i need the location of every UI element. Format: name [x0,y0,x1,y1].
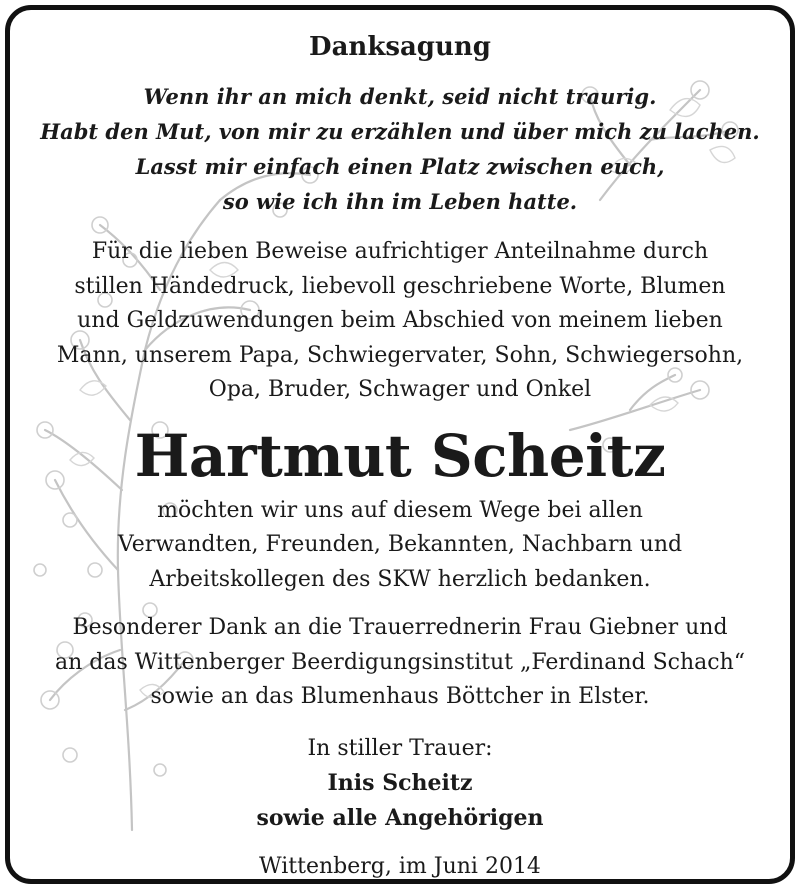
intro-line: Für die lieben Beweise aufrichtiger Anteilnahme durch [91,239,709,265]
motto-line: Wenn ihr an mich denkt, seid nicht traurig. [143,84,657,110]
thanks-line: Verwandten, Freunden, Bekannten, Nachbarn und [117,532,683,558]
relatives-line: sowie alle Angehörigen [256,804,544,831]
signature-block [10,731,790,836]
intro-line: und Geldzuwendungen beim Abschied von meinem lieben [77,308,723,334]
special-thanks-paragraph [10,611,790,715]
deceased-name: Hartmut Scheitz [134,421,666,490]
obituary-card [5,5,795,884]
motto-line: so wie ich ihn im Leben hatte. [222,189,578,215]
intro-paragraph [10,235,790,408]
heading-danksagung: Danksagung [309,32,491,62]
special-thanks-line: Besonderer Dank an die Trauerrednerin Frau Giebner und [72,615,728,641]
thanks-paragraph [10,494,790,598]
motto-poem [10,79,790,219]
special-thanks-line: an das Wittenberger Beerdigungsinstitut „Ferdinand Schach“ [54,649,746,675]
special-thanks-line: sowie an das Blumenhaus Böttcher in Elster. [150,684,650,710]
place-date: Wittenberg, im Juni 2014 [259,853,541,879]
thanks-line: Arbeitskollegen des SKW herzlich bedanken. [149,566,651,592]
motto-line: Habt den Mut, von mir zu erzählen und über mich zu lachen. [40,119,760,145]
obituary-text [10,10,790,884]
motto-line: Lasst mir einfach einen Platz zwischen euch, [135,154,665,180]
intro-line: Mann, unserem Papa, Schwiegervater, Sohn, Schwiegersohn, [56,342,744,368]
thanks-line: möchten wir uns auf diesem Wege bei allen [157,497,643,523]
signer-name: Inis Scheitz [327,769,473,796]
intro-line: stillen Händedruck, liebevoll geschriebene Worte, Blumen [74,273,726,299]
intro-line: Opa, Bruder, Schwager und Onkel [208,377,592,403]
in-mourning-label: In stiller Trauer: [307,735,493,761]
